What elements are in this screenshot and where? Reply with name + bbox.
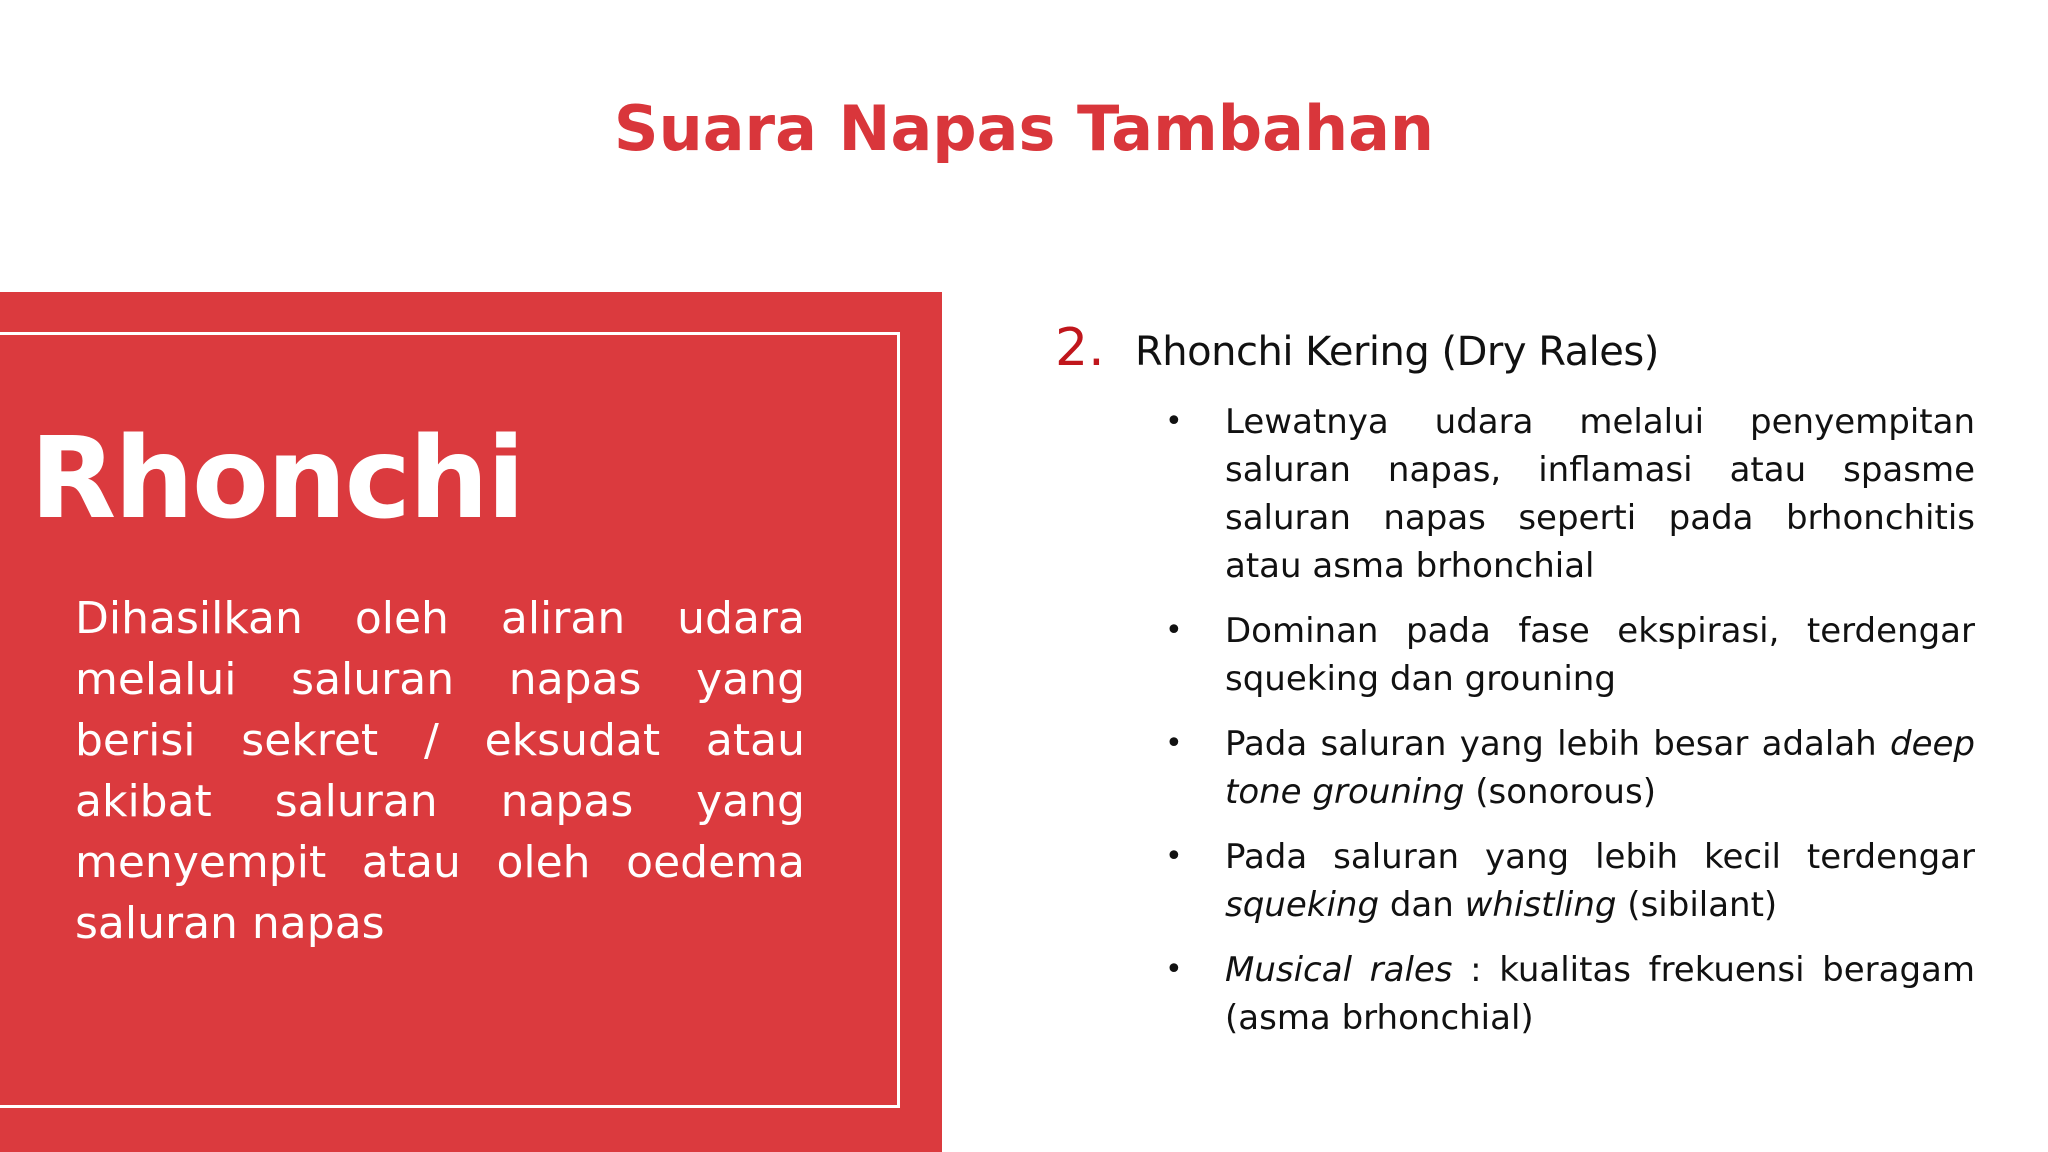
list-item [1165, 607, 1975, 703]
list-item [1165, 720, 1975, 816]
slide-title: Suara Napas Tambahan [613, 92, 1435, 165]
right-section [1055, 318, 1975, 1059]
bullet-text: Lewatnya udara melalui penyempitan saluran napas, inflamasi atau spasme saluran napas seperti pada brhonchitis atau asma brhonchial [1225, 402, 1975, 586]
list-item [1165, 946, 1975, 1042]
panel-heading: Rhonchi [30, 414, 524, 544]
bullet-icon: • [1165, 404, 1183, 439]
bullet-text: Pada saluran yang lebih kecil terdengar squeking dan whistling (sibilant) [1225, 837, 1975, 925]
bullet-text: Musical rales : kualitas frekuensi beragam (asma brhonchial) [1225, 950, 1976, 1038]
bullet-icon: • [1165, 613, 1183, 648]
red-panel [0, 292, 942, 1152]
bullet-list [1055, 398, 1975, 1042]
section-title: Rhonchi Kering (Dry Rales) [1135, 329, 1659, 375]
bullet-icon: • [1165, 726, 1183, 761]
bullet-icon: • [1165, 839, 1183, 874]
section-header [1055, 318, 1975, 378]
list-item [1165, 398, 1975, 590]
panel-description: Dihasilkan oleh aliran udara melalui saluran napas yang berisi sekret / eksudat atau akibat saluran napas yang menyempit atau oleh oedema saluran napas [75, 593, 805, 949]
bullet-icon: • [1165, 952, 1183, 987]
italic-term: Musical rales [1225, 950, 1453, 990]
bullet-text: Dominan pada fase ekspirasi, terdengar squeking dan grouning [1225, 611, 1975, 699]
bullet-text: Pada saluran yang lebih besar adalah deep tone grouning (sonorous) [1225, 724, 1975, 812]
list-item [1165, 833, 1975, 929]
italic-term: deep tone grouning [1225, 724, 1975, 812]
section-number: 2. [1055, 318, 1105, 378]
italic-term: whistling [1464, 885, 1617, 925]
italic-term: squeking [1225, 885, 1380, 925]
